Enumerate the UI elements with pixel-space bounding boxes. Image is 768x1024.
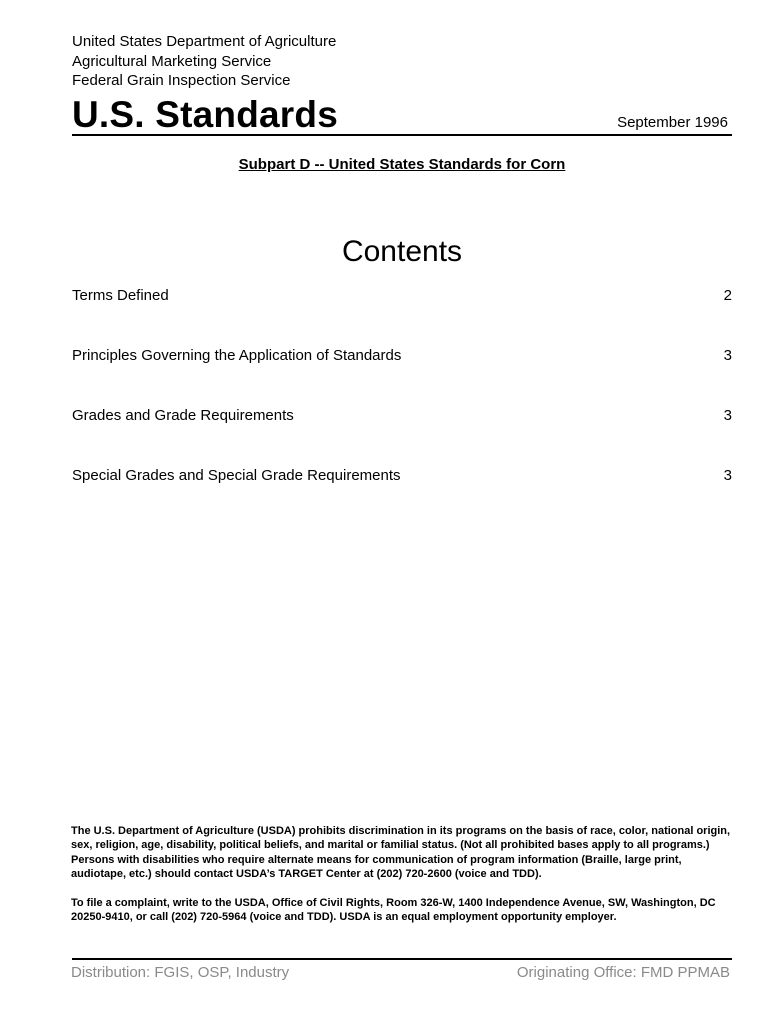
footer-originating-office: Originating Office: FMD PPMAB xyxy=(516,964,730,981)
document-date: September 1996 xyxy=(617,114,728,131)
toc-entry-principles[interactable] xyxy=(72,346,732,406)
toc-entry-terms-defined[interactable] xyxy=(72,286,732,346)
notice-paragraph-policy: The U.S. Department of Agriculture (USDA) prohibits discrimination in its programs on the basis of race, color, national origin, sex, religion, age, disability, political beliefs, and marital or familial status. (Not all prohibited bases apply to all programs.) Persons with disabilities who require alternate means for communication of program information (Braille, large print, audiotape, etc.) should contact USDA’s TARGET Center at (202) 720-2600 (voice and TDD). xyxy=(71,825,731,881)
toc-entry-page: 3 xyxy=(723,407,732,424)
toc-entry-page: 3 xyxy=(723,347,732,364)
agency-block xyxy=(72,32,336,91)
toc-entry-label: Terms Defined xyxy=(72,287,169,304)
contents-heading: Contents xyxy=(341,235,463,268)
agency-line-inspection: Federal Grain Inspection Service xyxy=(72,72,291,89)
footer-distribution: Distribution: FGIS, OSP, Industry xyxy=(71,964,290,981)
toc-entry-label: Grades and Grade Requirements xyxy=(72,407,294,424)
toc-entry-page: 3 xyxy=(723,467,732,484)
footer-divider xyxy=(72,958,732,960)
title-row xyxy=(72,94,732,136)
toc-entry-special-grades[interactable] xyxy=(72,466,732,526)
toc-entry-grades[interactable] xyxy=(72,406,732,466)
table-of-contents xyxy=(72,286,732,526)
toc-entry-label: Special Grades and Special Grade Requirements xyxy=(72,467,401,484)
document-title: U.S. Standards xyxy=(72,94,338,135)
agency-line-service: Agricultural Marketing Service xyxy=(72,52,272,70)
agency-line-department: United States Department of Agriculture xyxy=(72,33,337,50)
toc-entry-page: 2 xyxy=(723,287,732,304)
subpart-title: Subpart D -- United States Standards for Corn xyxy=(238,156,566,173)
notice-paragraph-complaint: To file a complaint, write to the USDA, Office of Civil Rights, Room 326-W, 1400 Independence Avenue, SW, Washington, DC 20250-9410, or call (202) 720-5964 (voice and TDD). USDA is an equal employment opportunity employer. xyxy=(71,896,716,924)
toc-entry-label: Principles Governing the Application of Standards xyxy=(72,347,402,364)
nondiscrimination-notice xyxy=(71,824,735,924)
